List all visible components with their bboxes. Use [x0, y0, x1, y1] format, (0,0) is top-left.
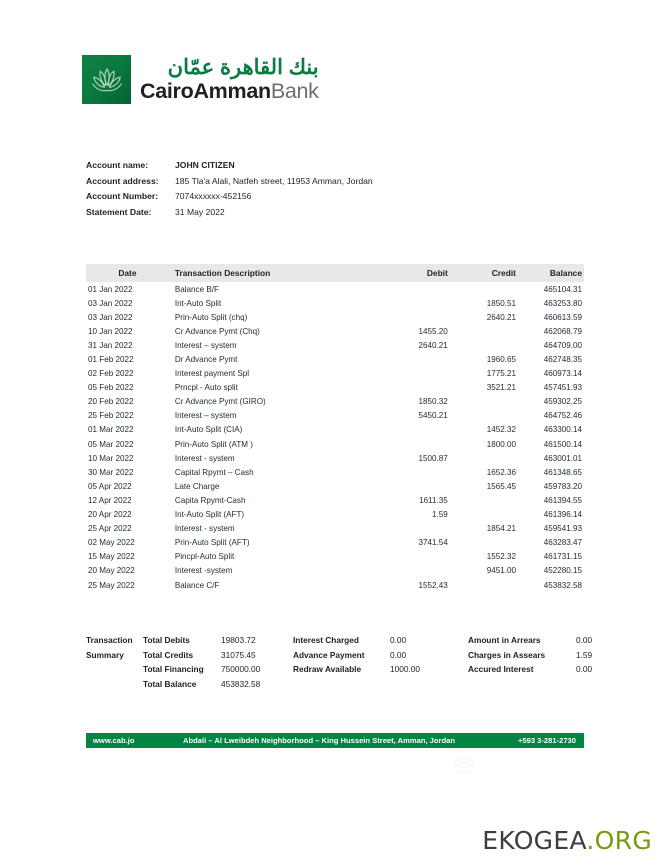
logo-latin-light: Bank	[270, 79, 319, 103]
cell-balance: 463253.80	[543, 298, 582, 308]
cell-debit: 1.59	[432, 510, 448, 520]
cell-description: Int-Auto Split	[174, 298, 222, 308]
table-row	[86, 479, 584, 493]
transactions-table	[86, 264, 584, 592]
table-row	[86, 564, 584, 578]
cell-debit: 1611.35	[419, 495, 448, 505]
summary-title-line1: Transaction	[86, 635, 133, 645]
cell-balance: 452280.15	[543, 566, 582, 576]
cell-debit: 2640.21	[418, 340, 448, 350]
cell-date: 25 May 2022	[88, 580, 135, 590]
account-detail-row	[86, 207, 373, 223]
cell-balance: 453832.58	[543, 580, 582, 590]
table-row	[86, 437, 584, 451]
cell-balance: 459783.20	[543, 481, 582, 491]
cell-credit: 1775.21	[486, 369, 516, 379]
cell-balance: 461348.65	[543, 467, 582, 477]
column-header-balance: Balance	[522, 264, 584, 282]
account-number-label: Account Number:	[86, 191, 159, 201]
table-row	[86, 423, 584, 437]
cell-credit	[456, 508, 522, 522]
cell-date: 02 May 2022	[88, 538, 135, 548]
cell-credit: 3521.21	[486, 383, 516, 393]
ekogea-watermark	[482, 826, 652, 855]
summary-value-total-financing: 750000.00	[221, 664, 261, 675]
column-header-date: Date	[86, 264, 169, 282]
bank-logo	[82, 55, 319, 104]
cell-description: Interest - system	[174, 524, 235, 534]
cell-debit	[379, 465, 455, 479]
summary-label-interest-charged: Interest Charged	[293, 635, 359, 645]
summary-value-total-debits: 19803.72	[221, 635, 256, 645]
transaction-summary	[86, 633, 593, 691]
cell-debit: 1552.43	[418, 580, 448, 590]
watermark-text-dark: EKOGEA	[482, 826, 587, 855]
footer-bar	[86, 733, 584, 748]
cell-credit	[456, 338, 522, 352]
cell-debit: 1850.32	[418, 397, 448, 407]
summary-label-total-balance: Total Balance	[143, 678, 197, 689]
table-row	[86, 578, 584, 592]
footer-website[interactable]: www.cab.jo	[93, 736, 135, 745]
cell-balance: 461396.14	[543, 510, 582, 520]
cell-description: Interest -system	[174, 566, 233, 576]
cell-balance: 462748.35	[543, 355, 582, 365]
table-row	[86, 352, 584, 366]
cell-debit	[379, 437, 455, 451]
table-row	[86, 493, 584, 507]
cell-credit	[456, 451, 522, 465]
summary-spacer	[468, 677, 576, 692]
cell-description: Prin-Auto Split (chq)	[174, 312, 248, 322]
cell-description: Capita Rpymt-Cash	[174, 495, 246, 505]
cell-balance: 462068.79	[543, 326, 582, 336]
cell-credit: 1652.36	[486, 467, 516, 477]
cell-debit: 3741.54	[418, 538, 448, 548]
summary-value-total-balance: 453832.58	[221, 678, 261, 689]
cell-balance: 463283.47	[543, 538, 582, 548]
table-row	[86, 381, 584, 395]
summary-label-advance-payment: Advance Payment	[293, 649, 365, 660]
cell-date: 31 Jan 2022	[88, 340, 133, 350]
cell-date: 15 May 2022	[88, 552, 135, 562]
account-name-value: JOHN CITIZEN	[175, 160, 235, 170]
cell-debit: 5450.21	[418, 411, 448, 421]
cell-description: Pincpl-Auto Split	[174, 552, 235, 562]
cell-credit: 1552.32	[486, 552, 516, 562]
summary-label-accured-interest: Accured Interest	[468, 664, 534, 675]
cell-description: Interest - system	[174, 453, 235, 463]
summary-value-accured-interest: 0.00	[576, 664, 593, 675]
logo-latin-bold: CairoAmman	[140, 79, 271, 103]
account-details	[86, 160, 373, 222]
table-row	[86, 338, 584, 352]
cell-debit	[379, 423, 455, 437]
cell-credit	[456, 282, 522, 296]
cell-credit: 1800.00	[486, 439, 516, 449]
account-detail-row	[86, 176, 373, 192]
cell-credit	[456, 409, 522, 423]
cell-credit	[456, 324, 522, 338]
cell-credit	[456, 395, 522, 409]
cell-date: 05 Feb 2022	[88, 383, 134, 393]
table-row	[86, 282, 584, 296]
cell-description: Interest payment Spl	[174, 369, 250, 379]
cell-date: 10 Mar 2022	[88, 453, 134, 463]
summary-spacer	[576, 677, 594, 692]
summary-label-total-financing: Total Financing	[143, 664, 204, 675]
table-row	[86, 550, 584, 564]
summary-value-charges-in-assears: 1.59	[576, 649, 593, 660]
cell-debit	[379, 550, 455, 564]
cell-debit: 1455.20	[418, 326, 448, 336]
transactions-table-head	[86, 264, 584, 282]
cell-description: Prin-Auto Split (ATM )	[174, 439, 253, 449]
cell-date: 05 Mar 2022	[88, 439, 134, 449]
cell-credit: 2640.21	[486, 312, 516, 322]
cell-date: 10 Jan 2022	[88, 326, 133, 336]
cell-date: 12 Apr 2022	[88, 495, 132, 505]
cell-date: 30 Mar 2022	[88, 467, 134, 477]
cell-date: 05 Apr 2022	[88, 481, 132, 491]
logo-square	[82, 55, 131, 104]
cell-description: Balance B/F	[174, 284, 219, 294]
footer-phone: +593 3-281-2730	[517, 736, 576, 745]
table-row	[86, 508, 584, 522]
table-row	[86, 296, 584, 310]
cell-debit	[379, 522, 455, 536]
cell-date: 02 Feb 2022	[88, 369, 134, 379]
column-header-credit: Credit	[456, 264, 522, 282]
cell-credit: 1565.45	[486, 481, 516, 491]
cell-credit	[456, 578, 522, 592]
table-row	[86, 367, 584, 381]
cell-credit: 1452.32	[486, 425, 516, 435]
cell-description: Prncpl - Auto split	[174, 383, 238, 393]
cell-description: Int-Auto Split (AFT)	[174, 510, 245, 520]
footer-address: Abdali – Al Lweibdeh Neighborhood – King Hussein Street, Amman, Jordan	[183, 736, 455, 745]
logo-latin-name	[140, 79, 319, 104]
cell-balance: 461731.15	[543, 552, 582, 562]
cell-balance: 461394.55	[543, 495, 582, 505]
table-row	[86, 310, 584, 324]
cell-credit: 1854.21	[486, 524, 516, 534]
logo-wordmark	[140, 55, 319, 104]
cell-description: Int-Auto Split (CIA)	[174, 425, 243, 435]
summary-label-charges-in-assears: Charges in Assears	[468, 649, 546, 660]
cell-balance: 461500.14	[543, 439, 582, 449]
table-row	[86, 324, 584, 338]
cell-debit	[379, 296, 455, 310]
cell-date: 25 Feb 2022	[88, 411, 134, 421]
cell-debit	[379, 564, 455, 578]
watermark-text-green: .ORG	[586, 826, 652, 855]
cell-description: Cr Advance Pymt (GIRO)	[174, 397, 266, 407]
cell-date: 01 Feb 2022	[88, 355, 134, 365]
account-name-label: Account name:	[86, 160, 149, 170]
faint-watermark-icon	[452, 755, 476, 775]
summary-value-total-credits: 31075.45	[221, 649, 256, 660]
table-row	[86, 465, 584, 479]
column-header-description: Transaction Description	[169, 264, 380, 282]
summary-label-total-debits: Total Debits	[143, 635, 190, 645]
cell-balance: 464709.00	[543, 340, 582, 350]
table-header-row	[86, 264, 584, 282]
cell-balance: 460613.59	[543, 312, 582, 322]
cell-description: Capital Rpymt – Cash	[174, 467, 254, 477]
summary-label-total-credits: Total Credits	[143, 649, 194, 660]
cell-date: 20 Apr 2022	[88, 510, 132, 520]
table-row	[86, 522, 584, 536]
cell-date: 20 May 2022	[88, 566, 135, 576]
cell-description: Balance C/F	[174, 580, 220, 590]
summary-spacer	[86, 677, 143, 692]
cell-description: Dr Advance Pymt	[174, 355, 238, 365]
table-row	[86, 409, 584, 423]
cell-debit: 1500.87	[418, 453, 448, 463]
table-row	[86, 451, 584, 465]
cell-date: 01 Jan 2022	[88, 284, 133, 294]
account-detail-row	[86, 160, 373, 176]
summary-spacer	[390, 677, 468, 692]
cell-balance: 457451.93	[543, 383, 582, 393]
cell-credit: 1960.65	[486, 355, 516, 365]
cell-debit	[379, 367, 455, 381]
cell-debit	[379, 352, 455, 366]
statement-date-label: Statement Date:	[86, 206, 152, 217]
logo-arabic-name: بنك القاهرة عمّان	[167, 56, 319, 79]
cell-date: 03 Jan 2022	[88, 298, 133, 308]
cell-description: Cr Advance Pymt (Chq)	[174, 326, 260, 336]
column-header-debit: Debit	[379, 264, 455, 282]
summary-value-amount-in-arrears: 0.00	[576, 635, 593, 645]
cell-credit: 1850.51	[486, 298, 516, 308]
table-row	[86, 395, 584, 409]
cell-description: Interest – system	[174, 411, 237, 421]
cell-description: Late Charge	[174, 481, 220, 491]
summary-value-interest-charged: 0.00	[390, 635, 407, 645]
cell-description: Prin-Auto Split (AFT)	[174, 538, 250, 548]
cell-date: 01 Mar 2022	[88, 425, 134, 435]
summary-grid	[86, 633, 593, 691]
cell-description: Interest – system	[174, 340, 237, 350]
cell-balance: 463001.01	[543, 453, 582, 463]
account-number-value: 7074xxxxxx-452156	[175, 191, 252, 201]
cell-balance: 463300.14	[543, 425, 582, 435]
cell-balance: 459302.25	[543, 397, 582, 407]
account-address-value: 185 Tla'a Alali, Natfeh street, 11953 Amman, Jordan	[175, 175, 373, 186]
account-address-label: Account address:	[86, 175, 159, 186]
table-row	[86, 536, 584, 550]
cell-credit	[456, 536, 522, 550]
cell-balance: 459541.93	[543, 524, 582, 534]
summary-value-advance-payment: 0.00	[390, 649, 407, 660]
cell-balance: 464752.46	[543, 411, 582, 421]
summary-label-amount-in-arrears: Amount in Arrears	[468, 635, 541, 645]
cell-debit	[379, 479, 455, 493]
cell-debit	[379, 282, 455, 296]
cell-balance: 460973.14	[543, 369, 582, 379]
summary-value-redraw-available: 1000.00	[390, 664, 420, 675]
summary-spacer	[293, 677, 390, 692]
summary-label-redraw-available: Redraw Available	[293, 664, 362, 675]
cell-debit	[379, 310, 455, 324]
cell-credit: 9451.00	[486, 566, 516, 576]
cell-credit	[456, 493, 522, 507]
cell-debit	[379, 381, 455, 395]
transactions-table-body	[86, 282, 584, 592]
cell-date: 20 Feb 2022	[88, 397, 134, 407]
statement-date-value: 31 May 2022	[175, 206, 225, 217]
cell-date: 25 Apr 2022	[88, 524, 132, 534]
summary-spacer	[86, 662, 143, 677]
lotus-flower-icon	[89, 64, 125, 96]
cell-balance: 465104.31	[543, 284, 582, 294]
cell-date: 03 Jan 2022	[88, 312, 133, 322]
summary-title-line2: Summary	[86, 649, 124, 660]
account-detail-row	[86, 191, 373, 207]
